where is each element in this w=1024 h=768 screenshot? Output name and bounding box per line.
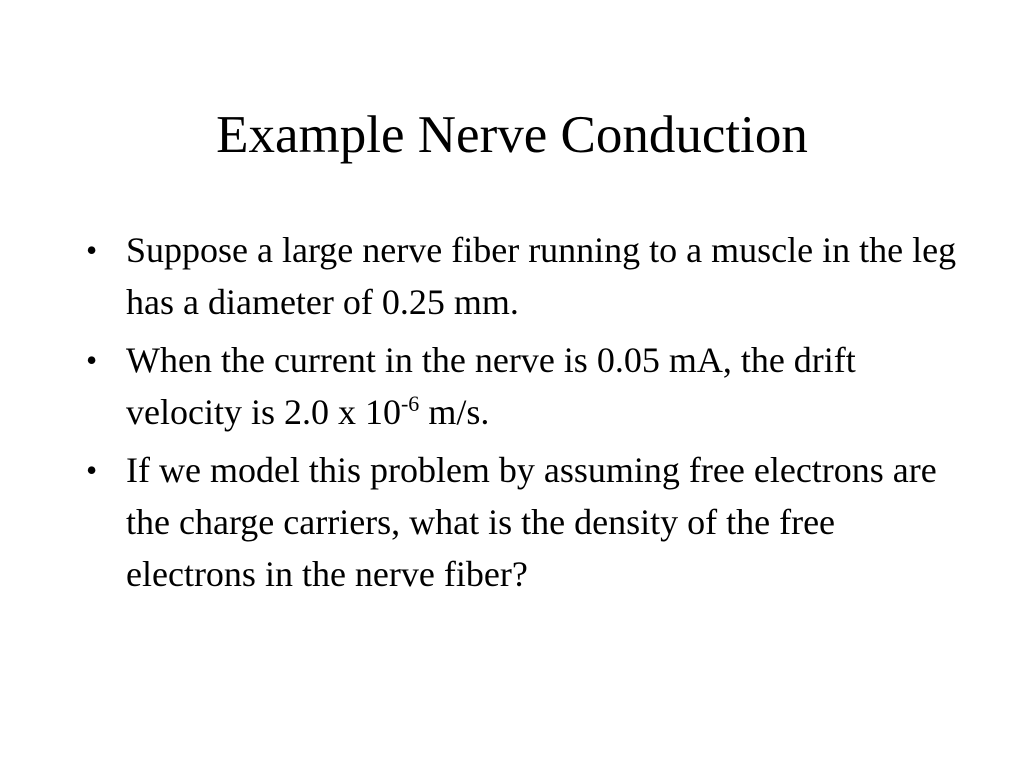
bullet-text-after: m/s. [419, 392, 490, 432]
slide-title: Example Nerve Conduction [216, 106, 808, 164]
bullet-text: If we model this problem by assuming free electrons are the charge carriers, what is the density of the free electrons in the nerve fiber? [126, 450, 937, 594]
bullet-list [82, 224, 962, 606]
bullet-text [126, 340, 856, 432]
exponent-superscript: -6 [400, 391, 420, 416]
bullet-icon: • [86, 452, 98, 488]
bullet-item [82, 334, 962, 438]
bullet-text: Suppose a large nerve fiber running to a muscle in the leg has a diameter of 0.25 mm. [126, 230, 957, 322]
bullet-text-before: When the current in the nerve is 0.05 mA, the drift velocity is 2.0 x 10 [126, 340, 856, 432]
bullet-item [82, 444, 962, 600]
bullet-icon: • [86, 232, 98, 268]
bullet-item [82, 224, 962, 328]
bullet-icon: • [86, 342, 98, 378]
